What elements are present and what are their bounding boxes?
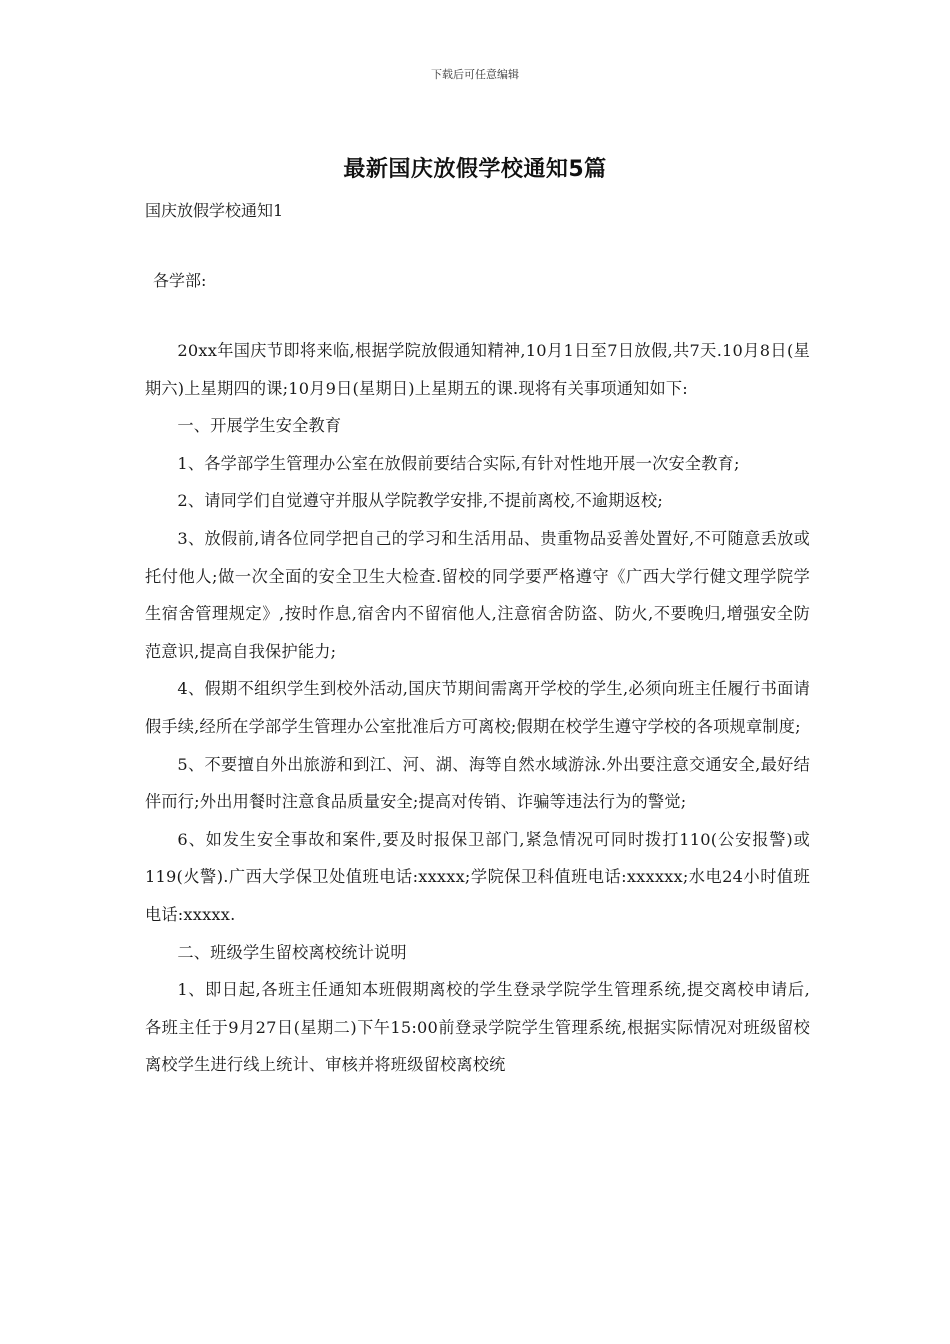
salutation: 各学部: bbox=[153, 271, 207, 290]
paragraph-item-5: 5、不要擅自外出旅游和到江、河、湖、海等自然水域游泳.外出要注意交通安全,最好结伴而行;外出用餐时注意食品质量安全;提高对传销、诈骗等违法行为的警觉; bbox=[145, 754, 810, 812]
paragraph-item-1: 1、各学部学生管理办公室在放假前要结合实际,有针对性地开展一次安全教育; bbox=[177, 453, 740, 473]
paragraph-item-3: 3、放假前,请各位同学把自己的学习和生活用品、贵重物品妥善处置好,不可随意丢放或托付他人;做一次全面的安全卫生大检查.留校的同学要严格遵守《广西大学行健文理学院学生宿舍管理规定》,按时作息,宿舍内不留宿他人,注意宿舍防盗、防火,不要晚归,增强安全防范意识,提高自我保护能力; bbox=[145, 528, 810, 661]
paragraph-item-6: 6、如发生安全事故和案件,要及时报保卫部门,紧急情况可同时拨打110(公安报警)或119(火警).广西大学保卫处值班电话:xxxxx;学院保卫科值班电话:xxxxxx;水电24小时值班电话:xxxxx. bbox=[145, 829, 810, 924]
page-header-note: 下载后可任意编辑 bbox=[431, 68, 519, 81]
paragraph-item-2: 2、请同学们自觉遵守并服从学院教学安排,不提前离校,不逾期返校; bbox=[177, 491, 664, 511]
section-subtitle: 国庆放假学校通知1 bbox=[145, 201, 284, 220]
document-title: 最新国庆放假学校通知5篇 bbox=[343, 157, 607, 182]
heading-class-statistics: 二、班级学生留校离校统计说明 bbox=[177, 942, 407, 962]
paragraph-statistics-item-1: 1、即日起,各班主任通知本班假期离校的学生登录学院学生管理系统,提交离校申请后,各班主任于9月27日(星期二)下午15:00前登录学院学生管理系统,根据实际情况对班级留校离校学生进行线上统计、审核并将班级留校离校统 bbox=[145, 980, 810, 1075]
paragraph-intro: 20xx年国庆节即将来临,根据学院放假通知精神,10月1日至7日放假,共7天.10月8日(星期六)上星期四的课;10月9日(星期日)上星期五的课.现将有关事项通知如下: bbox=[145, 341, 810, 398]
document-body bbox=[145, 196, 810, 1084]
paragraph-list bbox=[145, 332, 810, 1084]
paragraph-item-4: 4、假期不组织学生到校外活动,国庆节期间需离开学校的学生,必须向班主任履行书面请假手续,经所在学部学生管理办公室批准后方可离校;假期在校学生遵守学校的各项规章制度; bbox=[145, 679, 810, 736]
heading-safety-education: 一、开展学生安全教育 bbox=[177, 416, 342, 436]
